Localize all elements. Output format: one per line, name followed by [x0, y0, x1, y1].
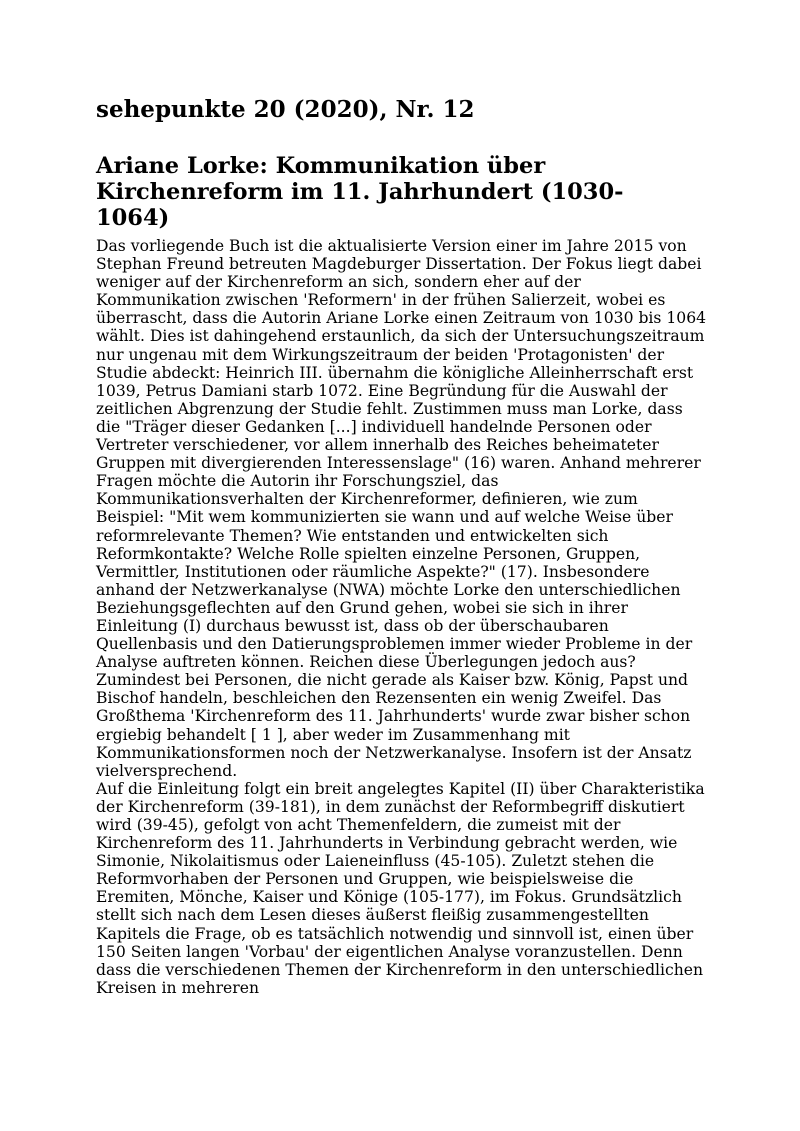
review-body — [96, 237, 708, 997]
body-paragraph: Das vorliegende Buch ist die aktualisierte Version einer im Jahre 2015 von Stephan Freund betreuten Magdeburger Dissertation. Der Fokus liegt dabei weniger auf der Kirchenreform an sich, sondern eher auf der Kommunikation zwischen 'Reformern' in der frühen Salierzeit, wobei es überrascht, dass die Autorin Ariane Lorke einen Zeitraum von 1030 bis 1064 wählt. Dies ist dahingehend erstaunlich, da sich der Untersuchungszeitraum nur ungenau mit dem Wirkungszeitraum der beiden 'Protagonisten' der Studie abdeckt: Heinrich III. übernahm die königliche Alleinherrschaft erst 1039, Petrus Damiani starb 1072. Eine Begründung für die Auswahl der zeitlichen Abgrenzung der Studie fehlt. Zustimmen muss man Lorke, dass die "Träger dieser Gedanken [...] individuell handelnde Personen oder Vertreter verschiedener, vor allem innerhalb des Reiches beheimateter Gruppen mit divergierenden Interessenslage" (16) waren. Anhand mehrerer Fragen möchte die Autorin ihr Forschungsziel, das Kommunikationsverhalten der Kirchenreformer, definieren, wie zum Beispiel: "Mit wem kommunizierten sie wann und auf welche Weise über reformrelevante Themen? Wie entstanden und entwickelten sich Reformkontakte? Welche Rolle spielten einzelne Personen, Gruppen, Vermittler, Institutionen oder räumliche Aspekte?" (17). Insbesondere anhand der Netzwerkanalyse (NWA) möchte Lorke den unterschiedlichen Beziehungsgeflechten auf den Grund gehen, wobei sie sich in ihrer Einleitung (I) durchaus bewusst ist, dass ob der überschaubaren Quellenbasis und den Datierungsproblemen immer wieder Probleme in der Analyse auftreten können. Reichen diese Überlegungen jedoch aus? Zumindest bei Personen, die nicht gerade als Kaiser bzw. König, Papst und Bischof handeln, beschleichen den Rezensenten ein wenig Zweifel. Das Großthema 'Kirchenreform des 11. Jahrhunderts' wurde zwar bisher schon ergiebig behandelt [ 1 ], aber weder im Zusammenhang mit Kommunikationsformen noch der Netzwerkanalyse. Insofern ist der Ansatz vielversprechend. — [96, 237, 707, 780]
body-paragraph: Auf die Einleitung folgt ein breit angelegtes Kapitel (II) über Charakteristika der Kirchenreform (39-181), in dem zunächst der Reformbegriff diskutiert wird (39-45), gefolgt von acht Themenfeldern, die zumeist mit der Kirchenreform des 11. Jahrhunderts in Verbindung gebracht werden, wie Simonie, Nikolaitismus oder Laieneinfluss (45-105). Zuletzt stehen die Reformvorhaben der Personen und Gruppen, wie beispielsweise die Eremiten, Mönche, Kaiser und Könige (105-177), im Fokus. Grundsätzlich stellt sich nach dem Lesen dieses äußerst fleißig zusammengestellten Kapitels die Frage, ob es tatsächlich notwendig und sinnvoll ist, einen über 150 Seiten langen 'Vorbau' der eigentlichen Analyse voranzustellen. Denn dass die verschiedenen Themen der Kirchenreform in den unterschiedlichen Kreisen in mehreren — [96, 779, 705, 997]
journal-reference: sehepunkte 20 (2020), Nr. 12 — [96, 96, 475, 123]
review-title: Ariane Lorke: Kommunikation über Kirchenreform im 11. Jahrhundert (1030-1064) — [96, 153, 624, 231]
